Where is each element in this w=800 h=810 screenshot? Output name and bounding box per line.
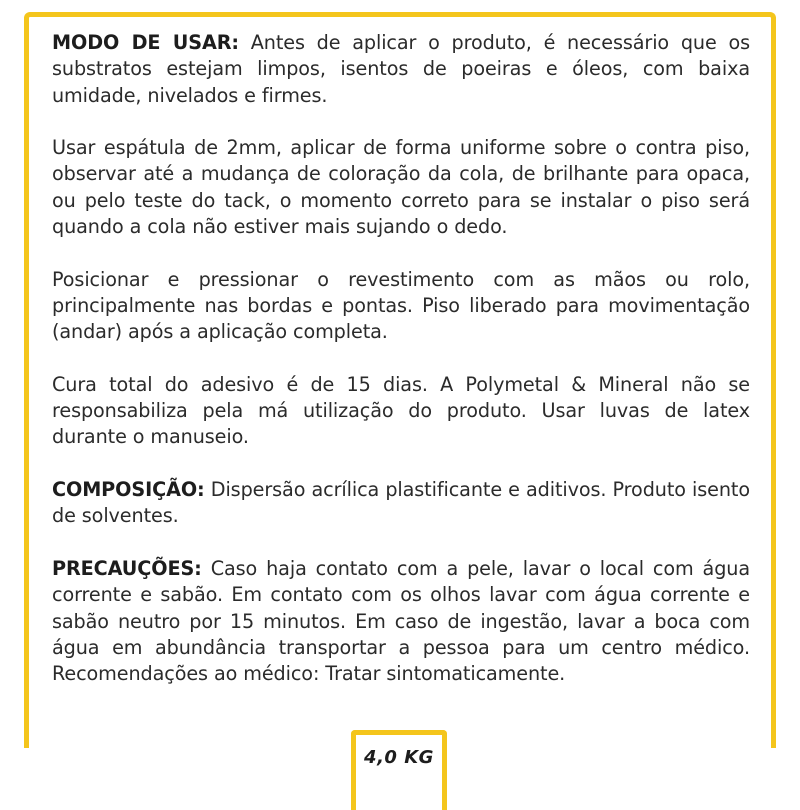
- weight-tab: [351, 730, 447, 810]
- composicao-label: COMPOSIÇÃO:: [52, 478, 205, 502]
- instructions-text: [52, 30, 750, 714]
- application-paragraph: Usar espátula de 2mm, aplicar de forma uniforme sobre o contra piso, observar até a mudança de coloração da cola, de brilhante para opaca, ou pelo teste do tack, o momento correto para se instalar o piso será quando a cola não estiver mais sujando o dedo.: [52, 136, 750, 239]
- composicao-paragraph: [52, 477, 750, 530]
- net-weight: 4,0 KG: [364, 747, 434, 768]
- precaucoes-label: PRECAUÇÕES:: [52, 556, 202, 580]
- modo-de-usar-text: Antes de aplicar o produto, é necessário que os substratos estejam limpos, isentos de poeiras e óleos, com baixa umidade, nivelados e firmes.: [52, 31, 751, 107]
- precaucoes-paragraph: [52, 556, 750, 687]
- curing-paragraph: Cura total do adesivo é de 15 dias. A Polymetal & Mineral não se responsabiliza pela má utilização do produto. Usar luvas de latex durante o manuseio.: [52, 372, 750, 449]
- precaucoes-text: Caso haja contato com a pele, lavar o local com água corrente e sabão. Em contato com os olhos lavar com água corrente e sabão neutro por 15 minutos. Em caso de ingestão, lavar a boca com água em abundância transportar a pessoa para um centro médico. Recomendações ao médico: Tratar sintomaticamente.: [52, 556, 750, 686]
- modo-de-usar-label: MODO DE USAR:: [52, 31, 239, 54]
- positioning-paragraph: Posicionar e pressionar o revestimento com as mãos ou rolo, principalmente nas bordas e pontas. Piso liberado para movimentação (andar) após a aplicação completa.: [52, 267, 750, 344]
- modo-de-usar-paragraph: [52, 30, 750, 109]
- composicao-text: Dispersão acrílica plastificante e aditivos. Produto isento de solventes.: [52, 478, 750, 528]
